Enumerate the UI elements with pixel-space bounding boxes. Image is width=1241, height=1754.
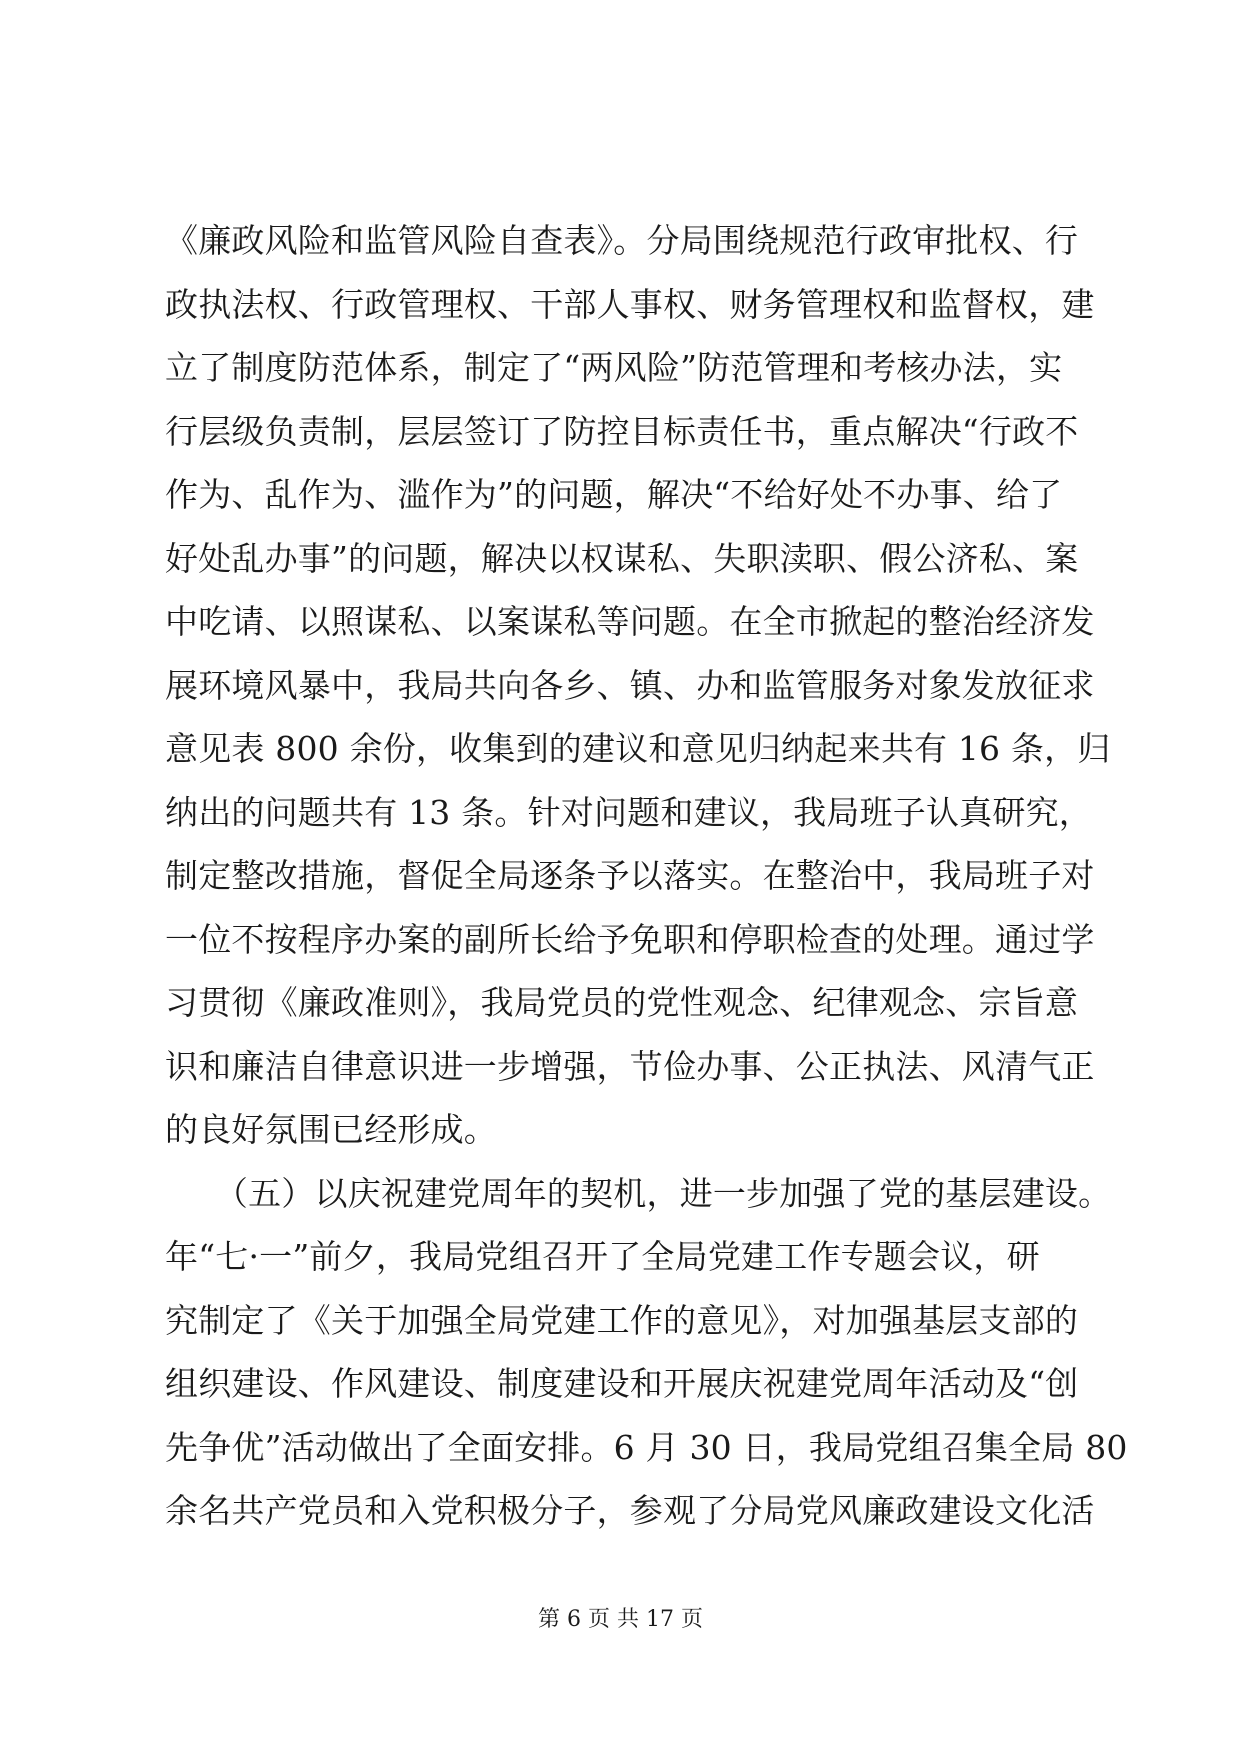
text-line: 意见表 800 余份，收集到的建议和意见归纳起来共有 16 条，归: [165, 729, 1111, 768]
text-line: 作为、乱作为、滥作为”的问题，解决“不给好处不办事、给了: [165, 475, 1063, 514]
section-heading-line: （五）以庆祝建党周年的契机，进一步加强了党的基层建设。: [165, 1173, 1112, 1213]
text-line: 识和廉洁自律意识进一步增强，节俭办事、公正执法、风清气正: [165, 1046, 1095, 1086]
text-line: 政执法权、行政管理权、干部人事权、财务管理权和监督权，建: [165, 284, 1095, 324]
text-line: 立了制度防范体系，制定了“两风险”防范管理和考核办法，实: [165, 348, 1063, 387]
text-line: 好处乱办事”的问题，解决以权谋私、失职渎职、假公济私、案: [165, 538, 1079, 578]
text-line: 年“七·一”前夕，我局党组召开了全局党建工作专题会议，研: [165, 1237, 1040, 1276]
text-line: 行层级负责制，层层签订了防控目标责任书，重点解决“行政不: [165, 411, 1079, 451]
text-line: 余名共产党员和入党积极分子，参观了分局党风廉政建设文化活: [165, 1491, 1095, 1530]
text-line: 制定整改措施，督促全局逐条予以落实。在整治中，我局班子对: [165, 856, 1095, 895]
text-line: 中吃请、以照谋私、以案谋私等问题。在全市掀起的整治经济发: [165, 602, 1095, 641]
page-number-footer: 第 6 页 共 17 页: [538, 1607, 703, 1632]
text-line: 究制定了《关于加强全局党建工作的意见》，对加强基层支部的: [165, 1300, 1079, 1340]
text-line: 先争优”活动做出了全面安排。6 月 30 日，我局党组召集全局 80: [165, 1427, 1128, 1467]
text-line: 习贯彻《廉政准则》，我局党员的党性观念、纪律观念、宗旨意: [165, 983, 1079, 1022]
text-line: 一位不按程序办案的副所长给予免职和停职检查的处理。通过学: [165, 919, 1095, 959]
text-line: 组织建设、作风建设、制度建设和开展庆祝建党周年活动及“创: [165, 1364, 1079, 1403]
text-line: 的良好氛围已经形成。: [165, 1110, 497, 1149]
text-line: 纳出的问题共有 13 条。针对问题和建议，我局班子认真研究，: [165, 792, 1092, 832]
text-line: 展环境风暴中，我局共向各乡、镇、办和监管服务对象发放征求: [165, 665, 1095, 705]
body-text: [165, 221, 1128, 1558]
text-line: 《廉政风险和监管风险自查表》。分局围绕规范行政审批权、行: [165, 221, 1079, 260]
